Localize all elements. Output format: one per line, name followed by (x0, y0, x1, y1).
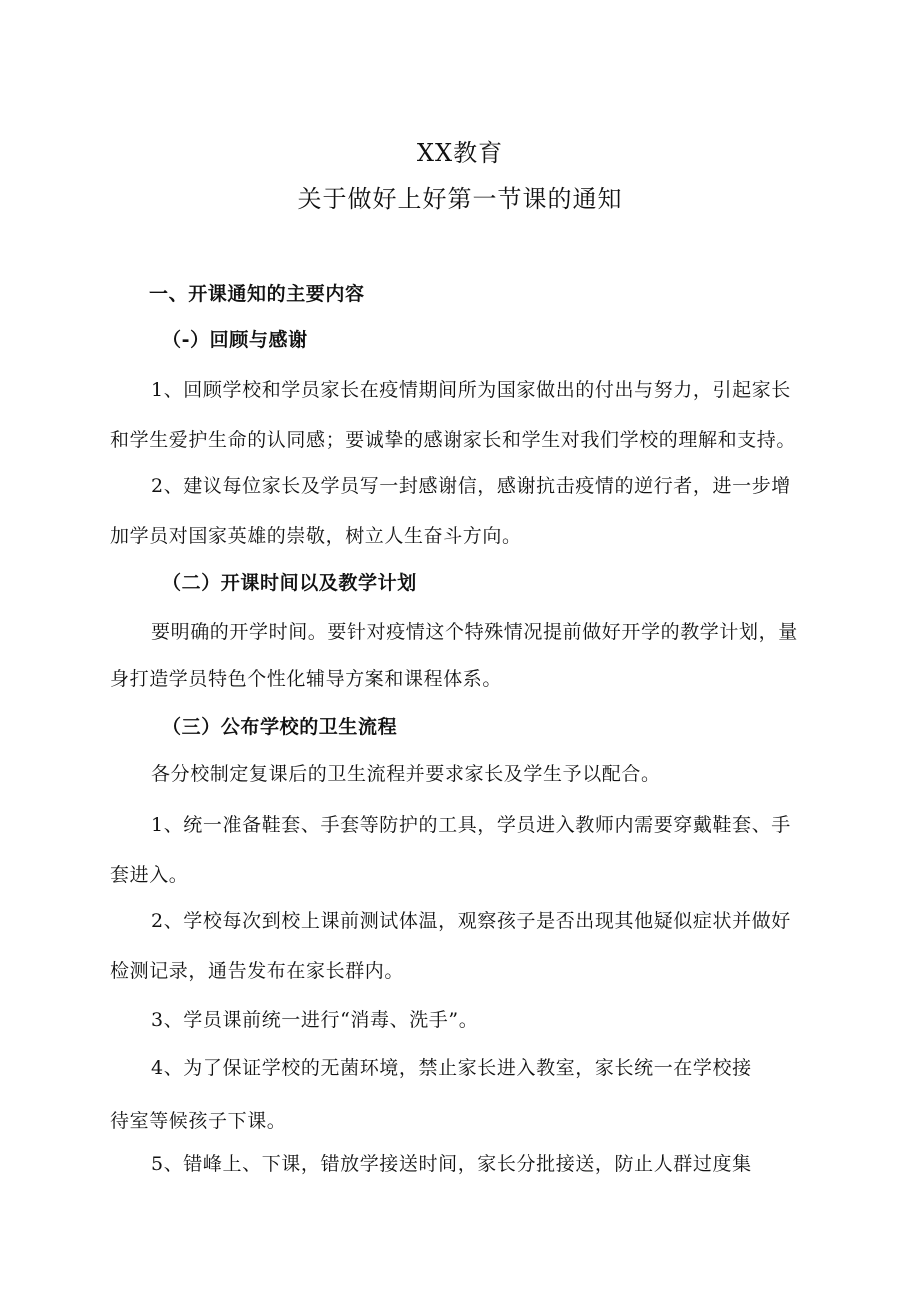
paragraph-line: 1、统一准备鞋套、手套等防护的工具，学员进入教师内需要穿戴鞋套、手 (151, 814, 791, 836)
paragraph-line: 要明确的开学时间。要针对疫情这个特殊情况提前做好开学的教学计划，量 (151, 621, 798, 643)
section-heading: 一、开课通知的主要内容 (149, 283, 365, 305)
paragraph-line: 加学员对国家英雄的崇敬，树立人生奋斗方向。 (110, 525, 522, 547)
paragraph-line: 各分校制定复课后的卫生流程并要求家长及学生予以配合。 (151, 763, 661, 785)
paragraph-line: 5、错峰上、下课，错放学接送时间，家长分批接送，防止人群过度集 (151, 1153, 752, 1175)
subsection-heading-1: （-）回顾与感谢 (162, 329, 308, 351)
paragraph-line: 2、学校每次到校上课前测试体温，观察孩子是否出现其他疑似症状并做好 (151, 910, 791, 932)
paragraph-line: 待室等候孩子下课。 (110, 1110, 287, 1132)
paragraph-line: 4、为了保证学校的无菌环境，禁止家长进入教室，家长统一在学校接 (151, 1057, 752, 1079)
paragraph-line: 身打造学员特色个性化辅导方案和课程体系。 (110, 668, 503, 690)
notice-title: 关于做好上好第一节课的通知 (297, 185, 623, 213)
subsection-heading-3: （三）公布学校的卫生流程 (162, 716, 398, 738)
org-title: XX教育 (416, 139, 504, 167)
subsection-heading-2: （二）开课时间以及教学计划 (162, 572, 417, 594)
paragraph-line: 和学生爱护生命的认同感；要诚挚的感谢家长和学生对我们学校的理解和支持。 (110, 429, 797, 451)
paragraph-line: 2、建议每位家长及学员写一封感谢信，感谢抗击疫情的逆行者，进一步增 (151, 475, 791, 497)
paragraph-line: 3、学员课前统一进行“消毒、洗手”。 (151, 1009, 479, 1031)
paragraph-line: 1、回顾学校和学员家长在疫情期间所为国家做出的付出与努力，引起家长 (151, 379, 791, 401)
paragraph-line: 套进入。 (110, 864, 189, 886)
paragraph-line: 检测记录，通告发布在家长群内。 (110, 960, 405, 982)
